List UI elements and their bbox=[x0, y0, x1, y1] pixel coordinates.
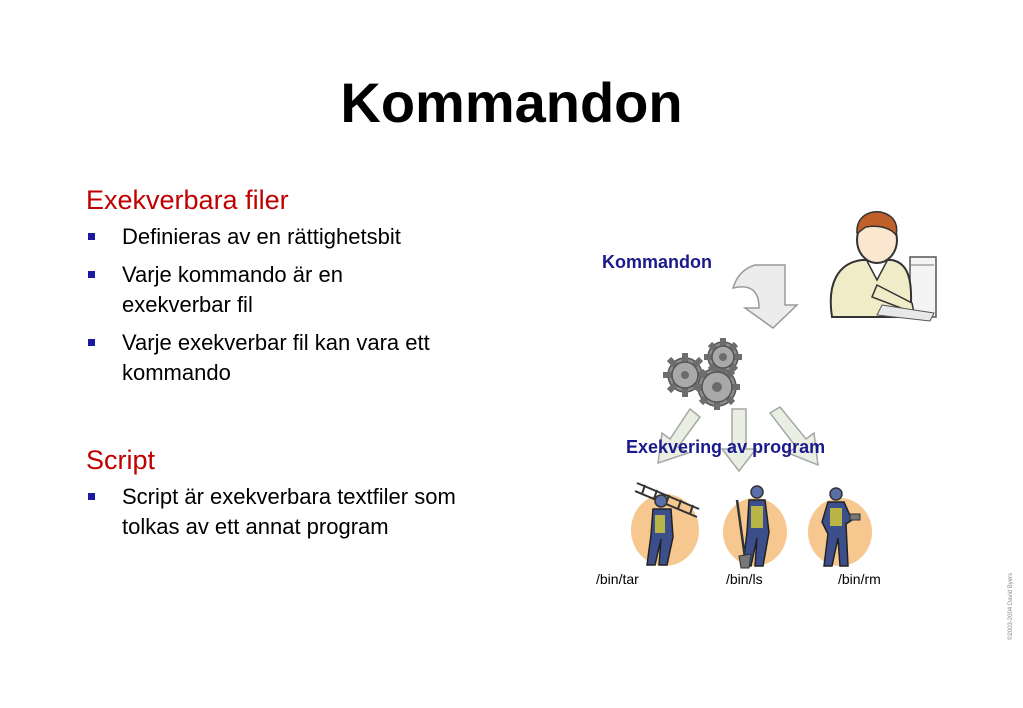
bullet-square-icon bbox=[88, 493, 95, 500]
list-item-text: Definieras av en rättighetsbit bbox=[122, 224, 401, 249]
slide-title: Kommandon bbox=[340, 71, 683, 134]
command-execution-diagram bbox=[560, 190, 980, 610]
list-item-text: Varje kommando är en exekverbar fil bbox=[122, 262, 343, 317]
list-item bbox=[86, 328, 502, 388]
list-item bbox=[86, 260, 422, 320]
diagram-label-commands: Kommandon bbox=[602, 252, 712, 272]
section-heading: Exekverbara filer bbox=[86, 185, 289, 215]
section-heading: Script bbox=[86, 445, 156, 475]
list-item-text: Script är exekverbara textfiler som tolkas av ett annat program bbox=[122, 484, 456, 539]
section-script bbox=[86, 445, 506, 550]
worker-ladder-icon bbox=[625, 475, 705, 570]
bullet-square-icon bbox=[88, 233, 95, 240]
bullet-square-icon bbox=[88, 271, 95, 278]
program-label-ls: /bin/ls bbox=[726, 571, 763, 587]
bullet-list bbox=[86, 482, 506, 542]
section-executable-files bbox=[86, 185, 506, 396]
gears-icon bbox=[655, 335, 765, 415]
worker-shovel-icon bbox=[715, 480, 795, 570]
worker-tools-icon bbox=[800, 480, 880, 570]
diagram-label-execution: Exekvering av program bbox=[626, 437, 826, 457]
user-at-computer-icon bbox=[822, 205, 937, 325]
list-item bbox=[86, 222, 506, 252]
list-item-text: Varje exekverbar fil kan vara ett kommando bbox=[122, 330, 430, 385]
curved-arrow-icon bbox=[725, 260, 800, 330]
program-label-tar: /bin/tar bbox=[596, 571, 639, 587]
program-label-rm: /bin/rm bbox=[838, 571, 881, 587]
bullet-square-icon bbox=[88, 339, 95, 346]
list-item bbox=[86, 482, 492, 542]
bullet-list bbox=[86, 222, 506, 388]
copyright-notice: ©2003-2004 David Byers bbox=[1008, 572, 1014, 640]
